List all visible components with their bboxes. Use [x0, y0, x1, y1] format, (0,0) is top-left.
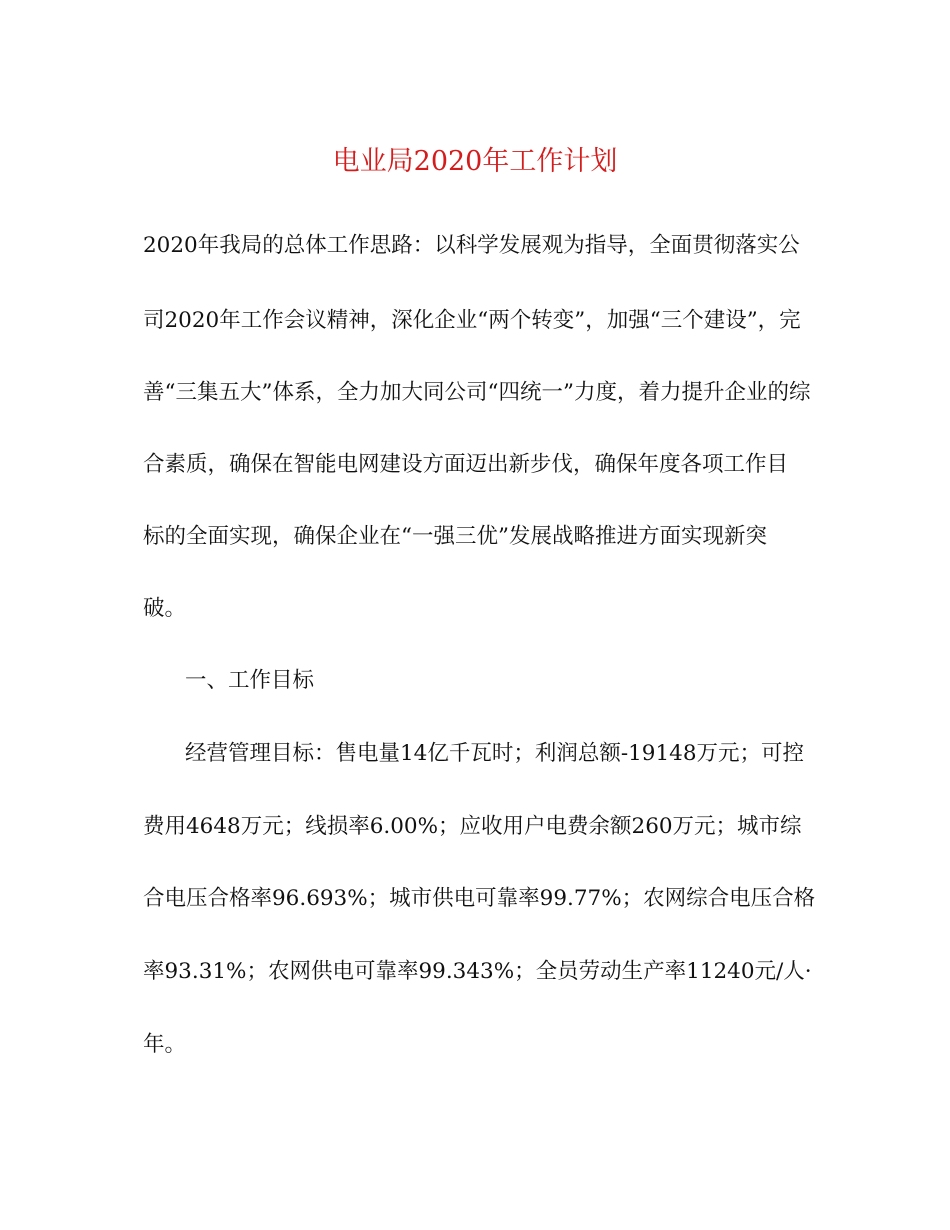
paragraph-line: 标的全面实现，确保企业在“一强三优”发展战略推进方面实现新突: [143, 524, 767, 549]
paragraph-line: 2020年我局的总体工作思路：以科学发展观为指导，全面贯彻落实公: [143, 233, 800, 258]
paragraph-line: 善“三集五大”体系，全力加大同公司“四统一”力度，着力提升企业的综: [143, 380, 811, 405]
paragraph-line: 破。: [143, 596, 187, 621]
paragraph-line: 合电压合格率96.693%；城市供电可靠率99.77%；农网综合电压合格: [143, 886, 816, 911]
paragraph-line: 司2020年工作会议精神，深化企业“两个转变”，加强“三个建设”，完: [143, 308, 801, 333]
section-heading: 一、工作目标: [185, 668, 315, 693]
paragraph-line: 费用4648万元；线损率6.00%；应收用户电费余额260万元；城市综: [143, 814, 802, 839]
paragraph-line: 经营管理目标：售电量14亿千瓦时；利润总额-19148万元；可控: [185, 741, 805, 766]
document-title: 电业局2020年工作计划: [332, 146, 618, 177]
paragraph-line: 合素质，确保在智能电网建设方面迈出新步伐，确保年度各项工作目: [143, 452, 789, 477]
paragraph-line: 率93.31%；农网供电可靠率99.343%；全员劳动生产率11240元/人·: [143, 959, 812, 984]
paragraph-line: 年。: [143, 1032, 187, 1057]
